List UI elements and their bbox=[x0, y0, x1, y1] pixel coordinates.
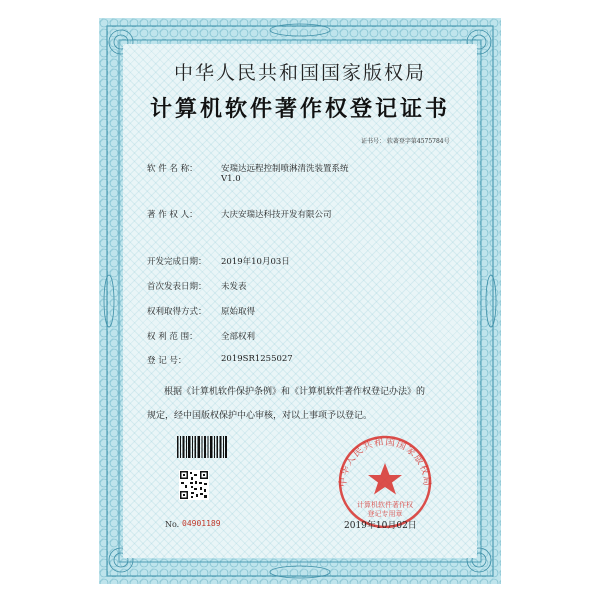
field-label-acquisition-method: 权利取得方式： bbox=[147, 307, 207, 317]
field-value-software-name: 安瑞达远程控制喷淋清洗装置系统 bbox=[221, 164, 349, 174]
barcode-icon bbox=[177, 436, 227, 458]
seal-inner-text-2: 登记专用章 bbox=[367, 510, 403, 518]
field-value-first-publication: 未发表 bbox=[221, 282, 247, 292]
official-seal-icon bbox=[332, 430, 438, 528]
field-label-software-name: 软 件 名 称： bbox=[147, 164, 198, 174]
field-label-registration-number: 登 记 号： bbox=[147, 356, 187, 366]
serial-number: 04901189 bbox=[182, 519, 221, 528]
certificate-title: 计算机软件著作权登记证书 bbox=[149, 96, 450, 122]
serial-label: No. bbox=[165, 520, 180, 529]
field-value-rights-scope: 全部权利 bbox=[221, 332, 256, 342]
field-value-software-version: V1.0 bbox=[221, 174, 241, 184]
statement-line-1: 根据《计算机软件保护条例》和《计算机软件著作权登记办法》的 bbox=[164, 387, 426, 397]
seal-inner-text-1: 计算机软件著作权 bbox=[357, 501, 413, 509]
issuing-authority: 中华人民共和国国家版权局 bbox=[173, 62, 426, 84]
issue-date: 2019年10月02日 bbox=[344, 521, 417, 531]
field-label-rights-scope: 权 利 范 围： bbox=[147, 332, 198, 342]
qr-code-icon bbox=[179, 470, 209, 500]
seal-ring-text: 中华人民共和国国家版权局 bbox=[337, 436, 433, 488]
field-value-completion-date: 2019年10月03日 bbox=[221, 257, 290, 267]
field-label-first-publication: 首次发表日期： bbox=[147, 282, 207, 292]
statement-line-2: 规定，经中国版权保护中心审核，对以上事项予以登记。 bbox=[147, 411, 373, 421]
field-label-completion-date: 开发完成日期： bbox=[147, 257, 207, 267]
certificate-number: 证书号： 软著登字第4575784号 bbox=[361, 138, 450, 145]
field-value-registration-number: 2019SR1255027 bbox=[221, 354, 293, 364]
field-value-copyright-owner: 大庆安瑞达科技开发有限公司 bbox=[221, 210, 332, 220]
field-value-acquisition-method: 原始取得 bbox=[221, 307, 256, 317]
field-label-copyright-owner: 著 作 权 人： bbox=[147, 210, 198, 220]
